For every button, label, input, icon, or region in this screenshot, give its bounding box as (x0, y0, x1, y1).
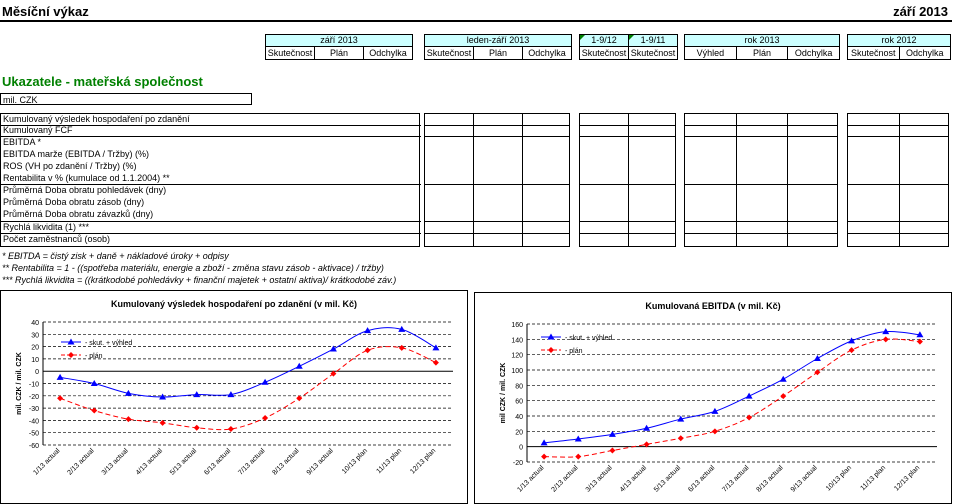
header-group-prior-years (579, 34, 678, 60)
x-tick-label: 10/13 plan (824, 464, 853, 493)
header-col: Výhled (696, 48, 725, 58)
data-grid-ytd (424, 113, 570, 247)
series-line (544, 331, 920, 442)
y-tick-label: 40 (31, 320, 39, 327)
chart-title: Kumulovaný výsledek hospodaření po zdanění (v mil. Kč) (110, 299, 358, 309)
y-tick-label: 140 (511, 337, 523, 345)
y-axis-label: mil CZK / mil. CZK (500, 362, 507, 424)
data-point (432, 344, 439, 350)
header-group-title: září 2013 (266, 35, 412, 47)
x-tick-label: 4/13 actual (618, 464, 648, 494)
x-tick-label: 6/13 actual (687, 464, 717, 494)
x-tick-label: 9/13 actual (789, 464, 819, 494)
header-group-title: rok 2012 (848, 35, 950, 47)
chart-ebitda-plot (475, 293, 951, 503)
data-grid-year-2013 (684, 113, 838, 247)
header-group-title: rok 2013 (685, 35, 839, 47)
x-tick-label: 10/13 plan (340, 447, 369, 476)
header-col: Plán (473, 47, 522, 59)
header-col: Plán (314, 47, 363, 59)
chart-net-income-plot (1, 291, 467, 503)
data-grid-year-2012 (847, 113, 949, 247)
x-tick-label: 2/13 actual (550, 464, 580, 494)
header-subgroup-1-9-12 (580, 35, 628, 46)
data-point (746, 393, 753, 399)
indicator-row[interactable]: EBITDA marže (EBITDA / Tržby) (%) (3, 149, 150, 159)
y-tick-label: 80 (515, 383, 523, 391)
x-tick-label: 11/13 plan (859, 464, 888, 493)
y-tick-label: -10 (28, 381, 39, 389)
data-point (262, 415, 268, 421)
legend-label: - plán (565, 348, 583, 355)
footnote-rentabilita: ** Rentabilita = 1 - ((spotřeba materiálu, energie a zboží - změna stavu zásob - aktivace) / tržby) (2, 263, 384, 273)
indicator-row[interactable]: Počet zaměstnanců (osob) (3, 234, 111, 244)
y-tick-label: 40 (515, 414, 523, 421)
x-tick-label: 8/13 actual (271, 447, 301, 477)
y-tick-label: -40 (28, 418, 39, 426)
data-point (160, 420, 166, 426)
legend-marker (548, 347, 554, 353)
x-tick-label: 12/13 plan (409, 447, 438, 476)
header-group-ytd (424, 34, 572, 60)
y-tick-label: 0 (519, 444, 523, 452)
y-tick-label: 20 (31, 344, 39, 352)
header-group-year-2012 (847, 34, 951, 60)
indicator-row[interactable]: Průměrná Doba obratu zásob (dny) (3, 197, 145, 207)
header-col: Skutečnost (426, 48, 472, 58)
y-tick-label: -20 (28, 393, 39, 401)
y-tick-label: 100 (511, 368, 523, 375)
data-point (433, 360, 439, 366)
series-line (60, 328, 436, 397)
y-tick-label: -60 (28, 443, 39, 450)
unit-label: mil. CZK (0, 93, 252, 105)
header-col: Odchylka (899, 47, 951, 59)
y-tick-label: -20 (512, 460, 523, 467)
legend-marker (68, 352, 74, 358)
x-tick-label: 5/13 actual (652, 464, 683, 494)
y-tick-label: 120 (511, 352, 523, 360)
data-point (746, 415, 752, 421)
data-point (575, 454, 581, 460)
y-tick-label: 30 (31, 332, 39, 340)
data-point (883, 336, 889, 342)
data-point (712, 428, 718, 434)
data-point (125, 416, 131, 422)
indicator-row[interactable]: Průměrná Doba obratu pohledávek (dny) (3, 185, 167, 195)
x-tick-label: 8/13 actual (755, 464, 785, 494)
x-tick-label: 11/13 plan (375, 447, 404, 476)
report-title-bar (0, 0, 952, 22)
y-tick-label: -50 (28, 430, 39, 438)
data-point (194, 425, 200, 431)
header-col: Skutečnost (850, 48, 896, 58)
chart-net-income[interactable] (0, 290, 468, 504)
data-point (365, 347, 371, 353)
y-tick-label: -30 (28, 406, 39, 414)
x-tick-label: 1/13 actual (516, 464, 546, 494)
x-tick-label: 6/13 actual (203, 447, 233, 477)
header-group-year-2013 (684, 34, 840, 60)
indicator-row[interactable]: ROS (VH po zdanění / Tržby) (%) (3, 161, 137, 171)
data-point (57, 374, 64, 380)
x-tick-label: 4/13 actual (134, 447, 164, 477)
section-title: Ukazatele - mateřská společnost (2, 74, 203, 89)
header-subgroup-1-9-11 (628, 35, 677, 46)
y-axis-label: mil. CZK / mil. CZK (16, 352, 23, 415)
footnote-ebitda: * EBITDA = čistý zisk + daně + nákladové úroky + odpisy (2, 251, 229, 261)
legend-label: - skut. + výhled (85, 340, 133, 347)
data-point (849, 347, 855, 353)
data-point (228, 426, 234, 432)
data-grid-prior-years (579, 113, 676, 247)
x-tick-label: 7/13 actual (721, 464, 751, 494)
footnote-likvidita: *** Rychlá likvidita = ((krátkodobé pohledávky + finanční majetek + ostatní aktiva)/ krátkodobé záv.) (2, 275, 397, 285)
data-point (296, 363, 303, 369)
y-tick-label: 10 (31, 356, 39, 364)
y-tick-label: 60 (515, 398, 523, 406)
indicator-row[interactable]: Kumulovaný výsledek hospodaření po zdanění (3, 114, 190, 124)
header-col: Odchylka (363, 47, 412, 59)
header-col: Skutečnost (628, 47, 677, 59)
indicator-row[interactable]: Rychlá likvidita (1) *** (3, 222, 90, 232)
indicator-row[interactable]: Průměrná Doba obratu závazků (dny) (3, 209, 154, 219)
report-title: Měsíční výkaz (2, 4, 89, 19)
header-col: Skutečnost (267, 48, 313, 58)
chart-title: Kumulovaná EBITDA (v mil. Kč) (645, 301, 781, 311)
legend-label: - skut. + výhled (565, 335, 613, 342)
y-tick-label: 160 (511, 322, 523, 329)
header-col: Odchylka (522, 47, 571, 59)
x-tick-label: 9/13 actual (305, 447, 335, 477)
report-period: září 2013 (893, 4, 948, 19)
data-point (780, 376, 787, 382)
indicator-row[interactable]: Kumulovaný FCF (3, 125, 73, 135)
header-col: Odchylka (787, 47, 839, 59)
x-tick-label: 3/13 actual (100, 447, 130, 477)
header-col: Plán (736, 47, 788, 59)
header-group-month (265, 34, 413, 60)
data-point (678, 435, 684, 441)
indicator-row[interactable]: EBITDA * (3, 137, 42, 147)
data-point (57, 395, 63, 401)
indicator-table (0, 113, 420, 247)
data-point (541, 454, 547, 460)
x-tick-label: 3/13 actual (584, 464, 614, 494)
header-group-title: 1-9/11 (640, 35, 666, 45)
x-tick-label: 5/13 actual (168, 447, 199, 477)
indicator-row[interactable]: Rentabilita v % (kumulace od 1.1.2004) ** (3, 173, 170, 183)
x-tick-label: 1/13 actual (32, 447, 62, 477)
y-tick-label: 20 (515, 429, 523, 437)
chart-ebitda[interactable] (474, 292, 952, 504)
data-point (91, 408, 97, 414)
legend-label: - plán (85, 353, 103, 360)
y-tick-label: 0 (35, 369, 39, 377)
data-point (814, 355, 821, 361)
data-point (609, 448, 615, 454)
data-point (780, 393, 786, 399)
header-col: Skutečnost (581, 48, 627, 58)
x-tick-label: 12/13 plan (893, 464, 922, 493)
x-tick-label: 2/13 actual (66, 447, 96, 477)
series-line (544, 339, 920, 457)
data-point (296, 395, 302, 401)
header-group-title: 1-9/12 (591, 35, 617, 45)
data-point (399, 345, 405, 351)
x-tick-label: 7/13 actual (237, 447, 267, 477)
header-group-title: leden-září 2013 (425, 35, 571, 47)
